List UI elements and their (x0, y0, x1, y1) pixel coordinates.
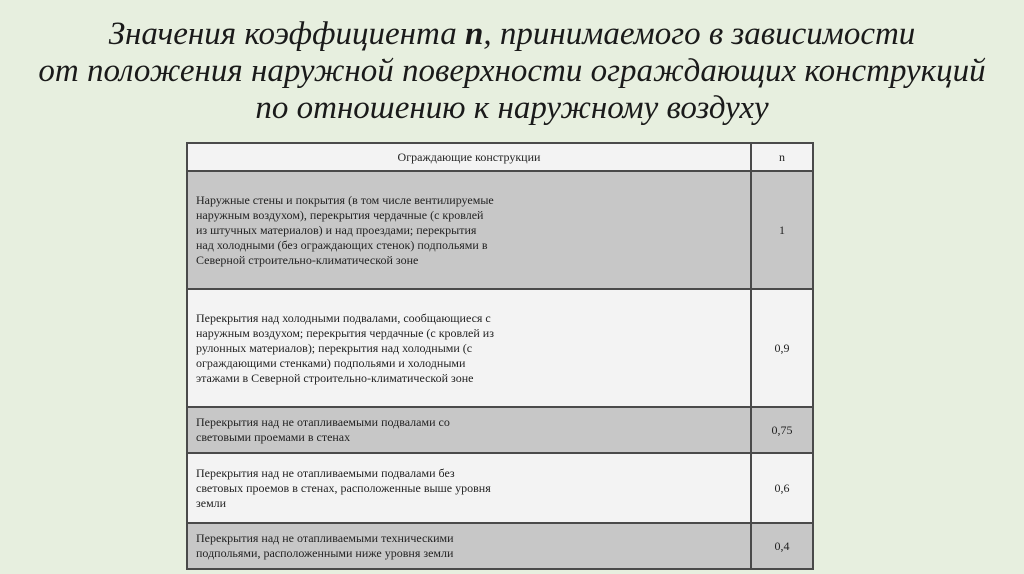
table-row (187, 523, 813, 569)
construction-text: Перекрытия над не отапливаемыми подвалами со световыми проемами в стенах (196, 415, 450, 444)
construction-text: Перекрытия над холодными подвалами, сообщающиеся с наружным воздухом; перекрытия чердачные (с кровлей из рулонных материалов); перекрытия над холодными (с ограждающими стенками) подпольями и холодными этажами в Северной строительно-климатической зоне (196, 310, 494, 385)
table-row (187, 171, 813, 289)
construction-cell (187, 407, 751, 453)
column-header-n: n (751, 143, 813, 171)
construction-cell (187, 453, 751, 523)
construction-text: Перекрытия над не отапливаемыми техническими подпольями, расположенными ниже уровня земли (196, 531, 454, 560)
construction-text: Перекрытия над не отапливаемыми подвалами без световых проемов в стенах, расположенные выше уровня земли (196, 465, 491, 510)
table-header-row (187, 143, 813, 171)
title-line-2: от положения наружной поверхности ограждающих конструкций (38, 53, 986, 89)
n-value-cell: 0,75 (751, 407, 813, 453)
n-value-cell: 0,4 (751, 523, 813, 569)
title-text-part: , принимаемого в зависимости (483, 16, 916, 52)
n-value-cell: 0,6 (751, 453, 813, 523)
title-text-part: Значения коэффициента (108, 16, 466, 52)
construction-text: Наружные стены и покрытия (в том числе вентилируемые наружным воздухом), перекрытия чердачные (с кровлей из штучных материалов) и над проездами; перекрытия над холодными (без ограждающих стенок) подпольями в Северной строительно-климатической зоне (196, 192, 494, 267)
coefficient-table (186, 142, 814, 570)
title-line-1 (0, 16, 1024, 53)
construction-cell (187, 523, 751, 569)
table-row (187, 407, 813, 453)
slide-title (0, 16, 1024, 127)
table-row (187, 453, 813, 523)
construction-cell (187, 289, 751, 407)
n-value-cell: 0,9 (751, 289, 813, 407)
construction-cell (187, 171, 751, 289)
coefficient-symbol: n (465, 16, 484, 52)
column-header-constructions: Ограждающие конструкции (187, 143, 751, 171)
table-row (187, 289, 813, 407)
title-line-3: по отношению к наружному воздуху (255, 90, 769, 126)
n-value-cell: 1 (751, 171, 813, 289)
